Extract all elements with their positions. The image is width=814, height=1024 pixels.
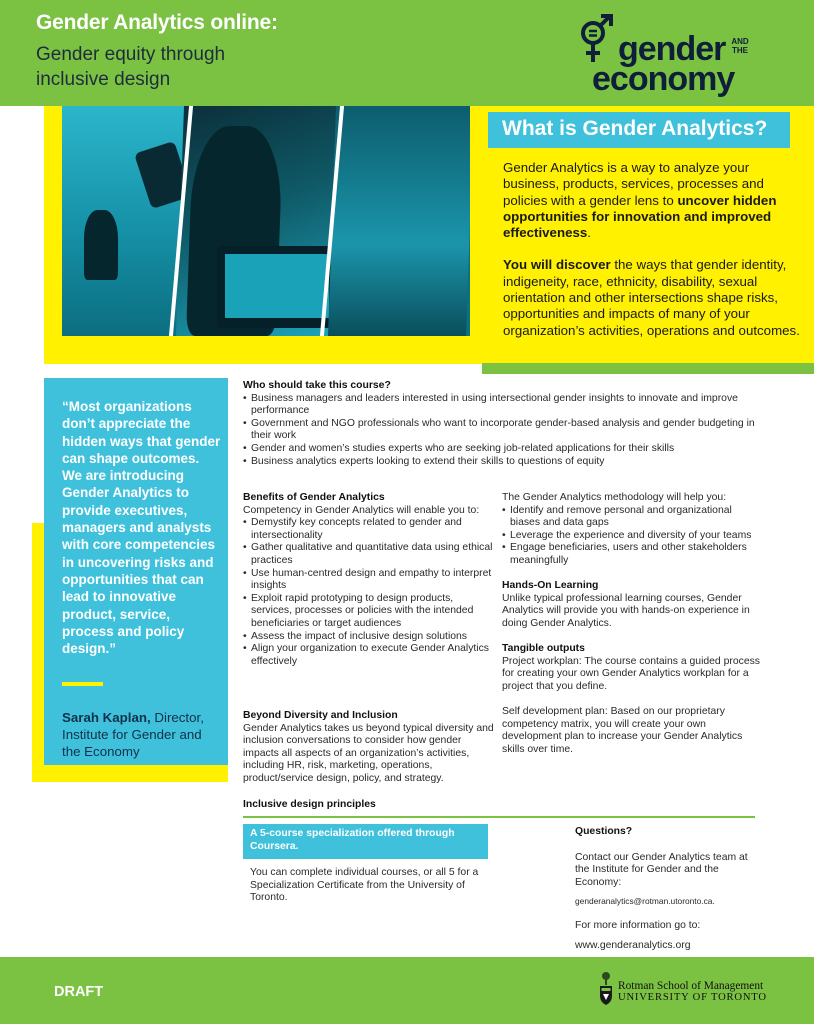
list-item: • Engage beneficiaries, users and other stakeholders meaningfully — [502, 542, 764, 567]
contact-email-link[interactable]: genderanalytics@rotman.utoronto.ca. — [575, 896, 715, 907]
benefits-list — [243, 517, 495, 668]
methodology-column — [502, 492, 764, 756]
draft-label: DRAFT — [54, 984, 104, 1000]
beyond-heading: Beyond Diversity and Inclusion — [243, 710, 398, 721]
rotman-logo — [598, 968, 768, 1010]
interviewee-silhouette — [84, 210, 118, 280]
questions-section — [575, 826, 765, 952]
p2-bold-text: You will discover — [503, 257, 611, 273]
studio-lighting-photo — [328, 106, 470, 336]
hands-on-body: Unlike typical professional learning courses, Gender Analytics will provide you with hands-on experience in doing Gender Analytics. — [502, 592, 750, 629]
p1-text: Gender Analytics is a way to analyze your business, products, services, processes and policies with a gender lens to — [503, 160, 764, 208]
list-item: • Gender and women’s studies experts who are seeking job-related applications for their skills — [243, 443, 763, 456]
gender-equality-symbol-icon — [580, 14, 614, 66]
list-item: • Align your organization to execute Gender Analytics effectively — [243, 643, 495, 668]
quote-author: Sarah Kaplan, — [62, 710, 151, 725]
logo-word-gender: gender — [618, 30, 726, 68]
inclusive-design-section — [243, 799, 495, 812]
list-item: • Exploit rapid prototyping to design products, services, processes or policies with the intended beneficiaries or target audiences — [243, 593, 495, 631]
p2-text: the ways that gender identity, indigeneity, race, ethnicity, disability, sexual orientation and other intersections shape risks, opportunities and impacts of many of your organization’s activities, operations and outcomes. — [503, 257, 800, 338]
list-item: • Demystify key concepts related to gender and intersectionality — [243, 517, 495, 542]
page-title: Gender Analytics online: — [36, 11, 278, 34]
list-item: • Leverage the experience and diversity of your teams — [502, 530, 764, 543]
website-link[interactable]: www.genderanalytics.org — [575, 939, 691, 951]
subtitle-line-1: Gender equity through — [36, 44, 226, 65]
benefits-intro: Competency in Gender Analytics will enable you to: — [243, 504, 480, 516]
p1-bold-text: uncover hidden opportunities for innovation and improved effectiveness — [503, 192, 777, 241]
methodology-intro: The Gender Analytics methodology will help you: — [502, 492, 727, 503]
beyond-diversity-section — [243, 710, 495, 786]
list-item: • Business managers and leaders interested in using intersectional gender insights to innovate and improve performance — [243, 393, 763, 418]
logo-small-the: THE — [732, 46, 748, 55]
gender-and-the-economy-logo — [580, 14, 770, 98]
quote-divider — [62, 682, 103, 686]
quote-attribution — [62, 709, 222, 760]
methodology-list — [502, 505, 764, 568]
hero-photo-collage — [62, 106, 470, 336]
hero-green-strip — [482, 363, 814, 374]
list-item: • Assess the impact of inclusive design solutions — [243, 631, 495, 644]
list-item: • Identify and remove personal and organizational biases and data gaps — [502, 505, 764, 530]
more-info-label: For more information go to: — [575, 919, 701, 931]
what-is-body — [503, 160, 803, 355]
benefits-heading: Benefits of Gender Analytics — [243, 492, 385, 503]
logo-and-the — [729, 37, 751, 55]
quote-author-role: Director, Institute for Gender and the Economy — [62, 710, 204, 759]
rotman-school-name: Rotman School of Management — [618, 980, 764, 992]
section-divider — [243, 816, 755, 818]
p1-end: . — [587, 225, 591, 241]
beyond-body: Gender Analytics takes us beyond typical diversity and inclusion conversations to consider how gender impacts all aspects of an organization’s activities, including HR, risk, marketing, operations, product/service design, policy, and strategy. — [243, 722, 494, 784]
university-name: UNIVERSITY OF TORONTO — [618, 992, 767, 1003]
who-list — [243, 393, 763, 469]
what-is-paragraph-2 — [503, 257, 803, 338]
inclusive-heading: Inclusive design principles — [243, 799, 376, 810]
who-should-take-section — [243, 380, 763, 468]
coursera-body: You can complete individual courses, or all 5 for a Specialization Certificate from the University of Toronto. — [250, 867, 479, 904]
monitor-screen-shape — [225, 254, 329, 318]
tangible-workplan: Project workplan: The course contains a guided process for creating your own Gender Analytics workplan for a project that you define. — [502, 655, 760, 692]
list-item: • Use human-centred design and empathy to interpret insights — [243, 568, 495, 593]
questions-contact: Contact our Gender Analytics team at the Institute for Gender and the Economy: — [575, 851, 748, 888]
list-item: • Business analytics experts looking to extend their skills to questions of equity — [243, 456, 763, 469]
logo-word-economy: economy — [592, 60, 735, 98]
what-is-heading: What is Gender Analytics? — [502, 117, 768, 140]
tangible-self-development: Self development plan: Based on our proprietary competency matrix, you will create your own development plan to increase your Gender Analytics skills over time. — [502, 706, 743, 755]
who-heading: Who should take this course? — [243, 380, 391, 391]
benefits-section — [243, 492, 495, 668]
what-is-paragraph-1 — [503, 160, 803, 241]
coursera-title: A 5-course specialization offered through Coursera. — [250, 828, 455, 852]
quote-text: “Most organizations don’t appreciate the hidden ways that gender can shape outcomes. We are introducing Gender Analytics to provide executives, managers and analysts with core competencies in uncovering risks and opportunities that can lead to innovative product, service, process and policy design.” — [62, 399, 221, 657]
subtitle-line-2: inclusive design — [36, 69, 171, 90]
list-item: • Government and NGO professionals who want to incorporate gender-based analysis and gender budgeting in their work — [243, 418, 763, 443]
camera-monitor-shape — [217, 246, 337, 328]
studio-interview-photo — [62, 106, 190, 336]
hands-on-heading: Hands-On Learning — [502, 580, 599, 592]
questions-heading: Questions? — [575, 826, 633, 837]
logo-small-and: AND — [731, 37, 749, 46]
page-subtitle — [36, 42, 336, 92]
university-crest-icon — [598, 970, 614, 1006]
tangible-heading: Tangible outputs — [502, 643, 585, 655]
list-item: • Gather qualitative and quantitative data using ethical practices — [243, 542, 495, 567]
